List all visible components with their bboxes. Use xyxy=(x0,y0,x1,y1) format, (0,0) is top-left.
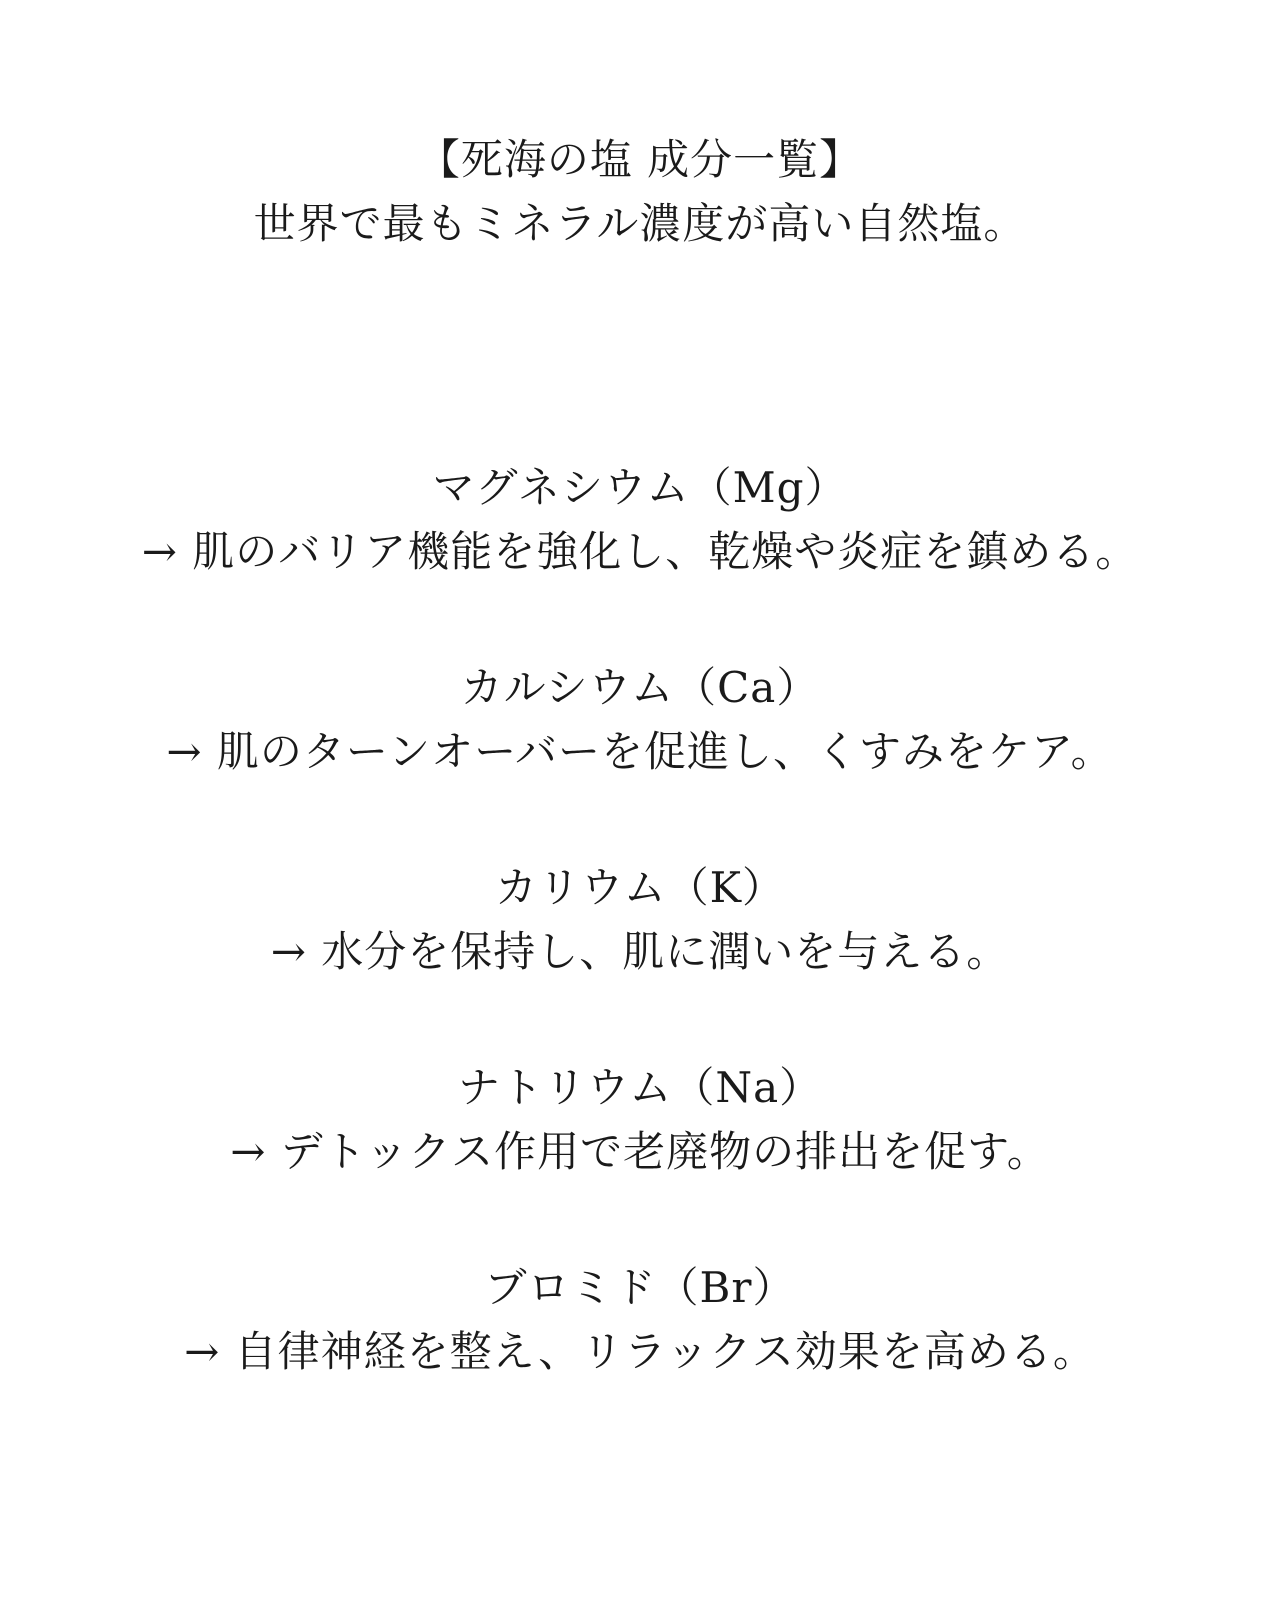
page-title: 【死海の塩 成分一覧】 xyxy=(417,135,863,184)
mineral-name: ブロミド（Br） xyxy=(484,1263,796,1312)
mineral-name: ナトリウム（Na） xyxy=(457,1063,823,1112)
mineral-list xyxy=(0,456,1280,1456)
header xyxy=(0,128,1280,256)
mineral-name: マグネシウム（Mg） xyxy=(432,463,848,512)
mineral-item-calcium xyxy=(0,656,1280,856)
mineral-description: → デトックス作用で老廃物の排出を促す。 xyxy=(230,1127,1050,1176)
mineral-description: → 自律神経を整え、リラックス効果を高める。 xyxy=(184,1327,1096,1376)
mineral-description: → 肌のバリア機能を強化し、乾燥や炎症を鎮める。 xyxy=(141,527,1139,576)
mineral-description: → 肌のターンオーバーを促進し、くすみをケア。 xyxy=(166,727,1114,776)
mineral-item-sodium xyxy=(0,1056,1280,1256)
mineral-item-bromide xyxy=(0,1256,1280,1456)
mineral-name: カリウム（K） xyxy=(495,863,785,912)
page-subtitle: 世界で最もミネラル濃度が高い自然塩。 xyxy=(253,199,1027,248)
mineral-item-potassium xyxy=(0,856,1280,1056)
mineral-name: カルシウム（Ca） xyxy=(460,663,820,712)
mineral-description: → 水分を保持し、肌に潤いを与える。 xyxy=(270,927,1010,976)
mineral-item-magnesium xyxy=(0,456,1280,656)
